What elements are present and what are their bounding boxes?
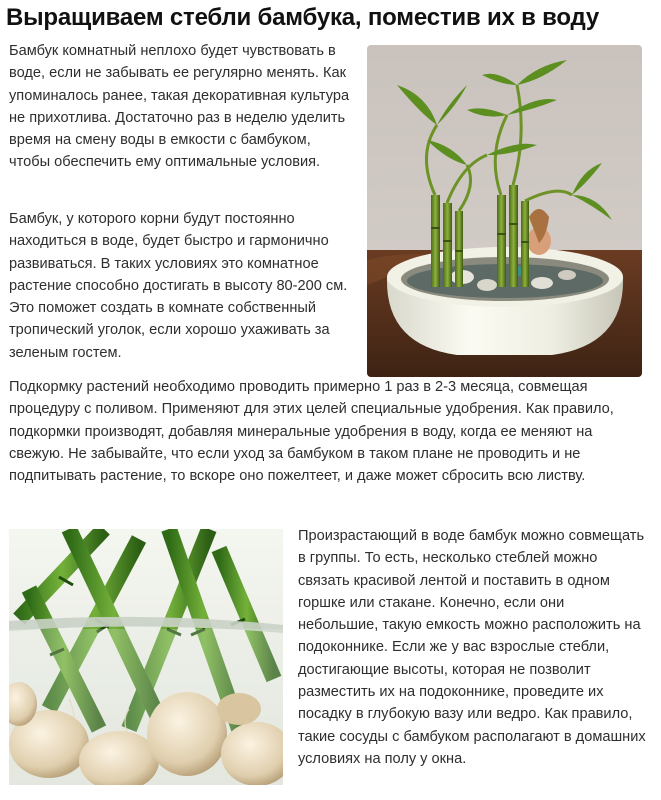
paragraph-3: Подкормку растений необходимо проводить примерно 1 раз в 2-3 месяца, совмещая процедуру с поливом. Применяют для этих целей специальные удобрения. Как правило, подкормки производят, добавляя минеральные удобрения в воду, когда ее меняют на свежую. Не забывайте, что если уход за бамбуком в таком плане не проводить и не подпитывать растение, то вскоре оно пожелтеет, и даже может сбросить всю листву.	[9, 379, 614, 485]
article-title: Выращиваем стебли бамбука, поместив их в воду	[6, 4, 600, 31]
paragraph-4: Произрастающий в воде бамбук можно совмещать в группы. То есть, несколько стеблей можно связать красивой лентой и поставить в одном горшке или стакане. Конечно, если они небольшие, такую емкость можно расположить на подоконнике. Если же у вас взрослые стебли, достигающие высоты, которая не позволит разместить их на подоконнике, проведите их посадку в глубокую вазу или ведро. Как правило, такие сосуды с бамбуком располагают в домашних условиях на полу у окна.	[298, 528, 646, 767]
paragraph-2: Бамбук, у которого корни будут постоянно находиться в воде, будет быстро и гармонично развиваться. В таких условиях это комнатное растение способно достигать в высоту 80-200 см. Это поможет создать в комнате собственный тропический уголок, если хорошо ухаживать за зеленым гостем.	[9, 211, 348, 361]
paragraph-1: Бамбук комнатный неплохо будет чувствовать в воде, если не забывать ее регулярно менять. Как упоминалось ранее, такая декоративная культура не прихотлива. Достаточно раз в неделю уделить время на смену воды в емкости с бамбуком, чтобы обеспечить ему оптимальные условия.	[9, 43, 350, 171]
bamboo-bowl-photo	[367, 45, 642, 377]
bamboo-stems-in-water-photo	[9, 529, 283, 785]
